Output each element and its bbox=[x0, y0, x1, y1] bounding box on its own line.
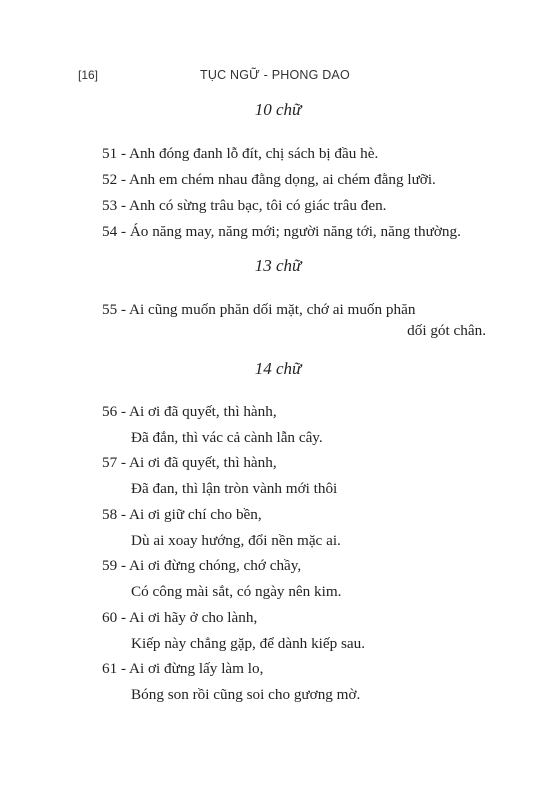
section-title: 13 chữ bbox=[254, 256, 302, 275]
verse-line: 57 - Ai ơi đã quyết, thì hành, bbox=[102, 454, 277, 471]
verse-line: 52 - Anh em chém nhau đằng dọng, ai chém đằng lưỡi. bbox=[102, 171, 436, 188]
verse bbox=[102, 502, 341, 554]
verse bbox=[102, 553, 341, 605]
verse-line: 60 - Ai ơi hãy ở cho lành, bbox=[102, 609, 258, 626]
verse-line: Có công mài sắt, có ngày nên kim. bbox=[131, 583, 342, 600]
verse bbox=[102, 656, 360, 708]
verse-line: 53 - Anh có sừng trâu bạc, tôi có giác trâu đen. bbox=[102, 197, 387, 214]
verse-line: Đã đan, thì lận tròn vành mới thôi bbox=[131, 480, 338, 497]
running-header: TỤC NGỮ - PHONG DAO bbox=[200, 68, 350, 82]
verse-line: Kiếp này chẳng gặp, để dành kiếp sau. bbox=[131, 635, 366, 652]
verse bbox=[102, 399, 323, 451]
verse-line: 59 - Ai ơi đừng chóng, chớ chầy, bbox=[102, 557, 302, 574]
verse-continuation: dối gót chân. bbox=[407, 322, 486, 339]
section-title: 14 chữ bbox=[254, 359, 302, 378]
verse bbox=[102, 450, 337, 502]
verse bbox=[102, 167, 436, 193]
verse-line: 55 - Ai cũng muốn phăn dối mặt, chớ ai muốn phăn bbox=[102, 301, 416, 318]
verse-line: 56 - Ai ơi đã quyết, thì hành, bbox=[102, 403, 277, 420]
verse-line: Bóng son rồi cũng soi cho gương mờ. bbox=[131, 686, 361, 703]
page-number: [16] bbox=[78, 68, 99, 82]
verse-line: 51 - Anh đóng đanh lỗ đít, chị sách bị đầu hè. bbox=[102, 145, 379, 162]
verse-line: 54 - Áo năng may, năng mới; người năng tới, năng thường. bbox=[102, 223, 461, 240]
verse bbox=[102, 297, 415, 323]
verse bbox=[102, 219, 461, 245]
verse-line: Đã đắn, thì vác cả cành lẫn cây. bbox=[131, 429, 323, 446]
section-title: 10 chữ bbox=[254, 100, 302, 119]
verse bbox=[102, 193, 386, 219]
verse bbox=[102, 605, 365, 657]
verse-line: Dù ai xoay hướng, đổi nền mặc ai. bbox=[131, 532, 341, 549]
verse bbox=[102, 141, 378, 167]
verse-line: 58 - Ai ơi giữ chí cho bền, bbox=[102, 506, 262, 523]
verse-line: 61 - Ai ơi đừng lấy làm lo, bbox=[102, 660, 264, 677]
